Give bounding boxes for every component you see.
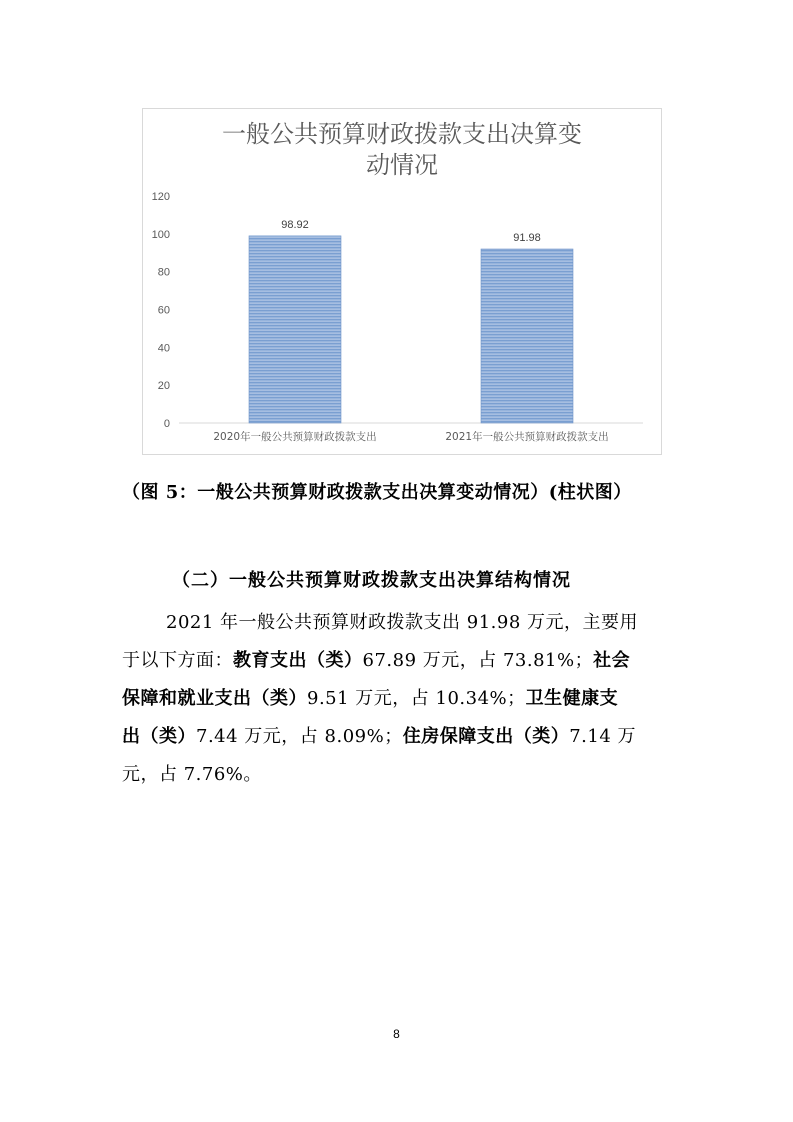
chart-title-line-1: 一般公共预算财政拨款支出决算变 (222, 120, 582, 148)
paragraph-line-1: 2021 年一般公共预算财政拨款支出 91.98 万元，主要用 (166, 612, 639, 633)
text-run: 7.44 万元，占 8.09%； (196, 726, 403, 747)
category-social-security-part1: 社会 (593, 650, 631, 671)
data-label: 98.92 (281, 218, 309, 231)
y-tick-label: 60 (157, 304, 170, 317)
category-housing: 住房保障支出（类） (402, 726, 570, 747)
y-tick-label: 120 (151, 191, 170, 203)
category-health-part1: 卫生健康支 (525, 688, 619, 709)
bar (481, 249, 573, 423)
category-education: 教育支出（类） (233, 650, 363, 671)
paragraph-line-3 (122, 680, 682, 718)
paragraph-line-2 (122, 642, 682, 680)
x-category-label: 2021年一般公共预算财政拨款支出 (445, 431, 609, 443)
bar (249, 236, 341, 423)
text-run: 7.14 万 (569, 726, 637, 747)
x-category-label: 2020年一般公共预算财政拨款支出 (213, 431, 377, 443)
figure-caption: （图 5：一般公共预算财政拨款支出决算变动情况）(柱状图） (122, 482, 632, 503)
chart-plot (143, 109, 661, 454)
category-social-security-part2: 保障和就业支出（类） (122, 688, 307, 709)
text-run: 于以下方面： (122, 650, 233, 671)
y-tick-label: 40 (157, 342, 170, 355)
body-paragraph (122, 604, 682, 794)
category-health-part2: 出（类） (122, 726, 196, 747)
data-label: 91.98 (513, 232, 541, 245)
page-number: 8 (393, 1027, 400, 1041)
y-tick-label: 80 (157, 266, 170, 279)
chart-title-line-2: 动情况 (366, 151, 438, 179)
text-run: 9.51 万元，占 10.34%； (307, 688, 526, 709)
paragraph-line-5: 元，占 7.76%。 (122, 764, 262, 785)
text-run: 67.89 万元，占 73.81%； (362, 650, 594, 671)
bar-chart (142, 108, 662, 455)
section-heading: （二）一般公共预算财政拨款支出决算结构情况 (172, 570, 571, 591)
y-tick-label: 100 (151, 228, 170, 241)
y-tick-label: 0 (163, 418, 170, 430)
paragraph-line-4 (122, 718, 682, 756)
y-tick-label: 20 (157, 380, 170, 393)
